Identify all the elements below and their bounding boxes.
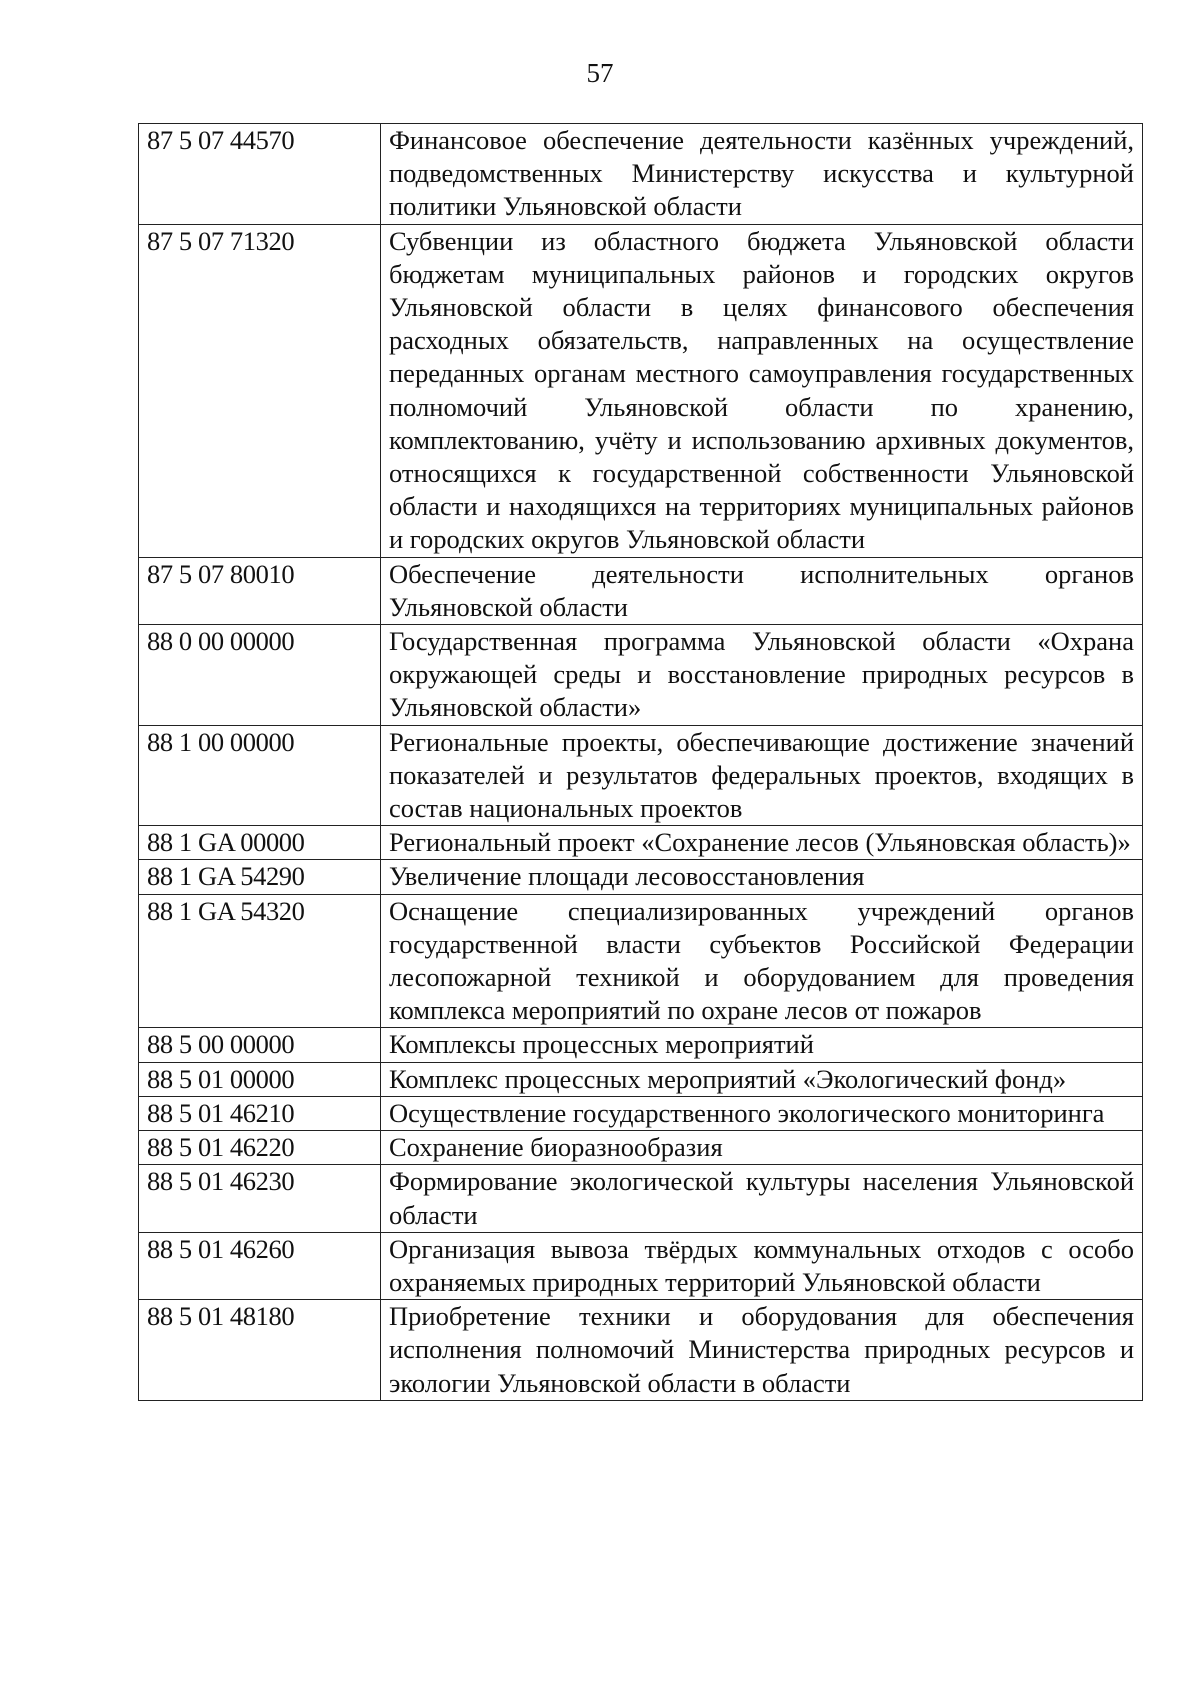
row-description: Формирование экологической культуры населения Ульяновской области bbox=[381, 1165, 1143, 1232]
row-description: Финансовое обеспечение деятельности казённых учреждений, подведомственных Министерству искусства и культурной политики Ульяновской области bbox=[381, 124, 1143, 225]
table-row bbox=[139, 1232, 1143, 1299]
row-description: Субвенции из областного бюджета Ульяновской области бюджетам муниципальных районов и городских округов Ульяновской области в целях финансового обеспечения расходных обязательств, направленных на осуществление переданных органам местного самоуправления государственных полномочий Ульяновской области по хранению, комплектованию, учёту и использованию архивных документов, относящихся к государственной собственности Ульяновской области и находящихся на территориях муниципальных районов и городских округов Ульяновской области bbox=[381, 224, 1143, 557]
row-code: 87 5 07 71320 bbox=[139, 224, 381, 557]
row-code: 88 5 01 00000 bbox=[139, 1062, 381, 1096]
row-code: 88 5 01 46230 bbox=[139, 1165, 381, 1232]
row-code: 88 5 01 46210 bbox=[139, 1096, 381, 1130]
table-row bbox=[139, 725, 1143, 826]
table-row bbox=[139, 625, 1143, 726]
table-row bbox=[139, 1062, 1143, 1096]
page-number: 57 bbox=[586, 58, 614, 88]
row-code: 88 1 GA 54290 bbox=[139, 860, 381, 894]
row-description: Увеличение площади лесовосстановления bbox=[381, 860, 1143, 894]
row-description: Комплексы процессных мероприятий bbox=[381, 1028, 1143, 1062]
table-row bbox=[139, 1028, 1143, 1062]
table-row bbox=[139, 224, 1143, 557]
row-code: 88 1 GA 54320 bbox=[139, 894, 381, 1028]
row-description: Обеспечение деятельности исполнительных органов Ульяновской области bbox=[381, 557, 1143, 624]
row-code: 88 0 00 00000 bbox=[139, 625, 381, 726]
row-code: 88 1 00 00000 bbox=[139, 725, 381, 826]
table-row bbox=[139, 1300, 1143, 1401]
table-row bbox=[139, 557, 1143, 624]
row-description: Осуществление государственного экологического мониторинга bbox=[381, 1096, 1143, 1130]
row-description: Региональные проекты, обеспечивающие достижение значений показателей и результатов федеральных проектов, входящих в состав национальных проектов bbox=[381, 725, 1143, 826]
row-description: Сохранение биоразнообразия bbox=[381, 1131, 1143, 1165]
row-description: Оснащение специализированных учреждений органов государственной власти субъектов Российской Федерации лесопожарной техникой и оборудованием для проведения комплекса мероприятий по охране лесов от пожаров bbox=[381, 894, 1143, 1028]
table-row bbox=[139, 1131, 1143, 1165]
budget-classification-table bbox=[138, 123, 1143, 1401]
row-code: 88 5 00 00000 bbox=[139, 1028, 381, 1062]
row-code: 88 5 01 48180 bbox=[139, 1300, 381, 1401]
row-description: Комплекс процессных мероприятий «Экологический фонд» bbox=[381, 1062, 1143, 1096]
row-code: 88 5 01 46260 bbox=[139, 1232, 381, 1299]
table-row bbox=[139, 894, 1143, 1028]
row-description: Государственная программа Ульяновской области «Охрана окружающей среды и восстановление природных ресурсов в Ульяновской области» bbox=[381, 625, 1143, 726]
row-code: 88 5 01 46220 bbox=[139, 1131, 381, 1165]
table-row bbox=[139, 124, 1143, 225]
table-row bbox=[139, 1096, 1143, 1130]
row-description: Региональный проект «Сохранение лесов (Ульяновская область)» bbox=[381, 826, 1143, 860]
row-description: Приобретение техники и оборудования для обеспечения исполнения полномочий Министерства природных ресурсов и экологии Ульяновской области в области bbox=[381, 1300, 1143, 1401]
table-row bbox=[139, 1165, 1143, 1232]
row-description: Организация вывоза твёрдых коммунальных отходов с особо охраняемых природных территорий Ульяновской области bbox=[381, 1232, 1143, 1299]
row-code: 87 5 07 44570 bbox=[139, 124, 381, 225]
table-row bbox=[139, 860, 1143, 894]
row-code: 87 5 07 80010 bbox=[139, 557, 381, 624]
row-code: 88 1 GA 00000 bbox=[139, 826, 381, 860]
table-row bbox=[139, 826, 1143, 860]
